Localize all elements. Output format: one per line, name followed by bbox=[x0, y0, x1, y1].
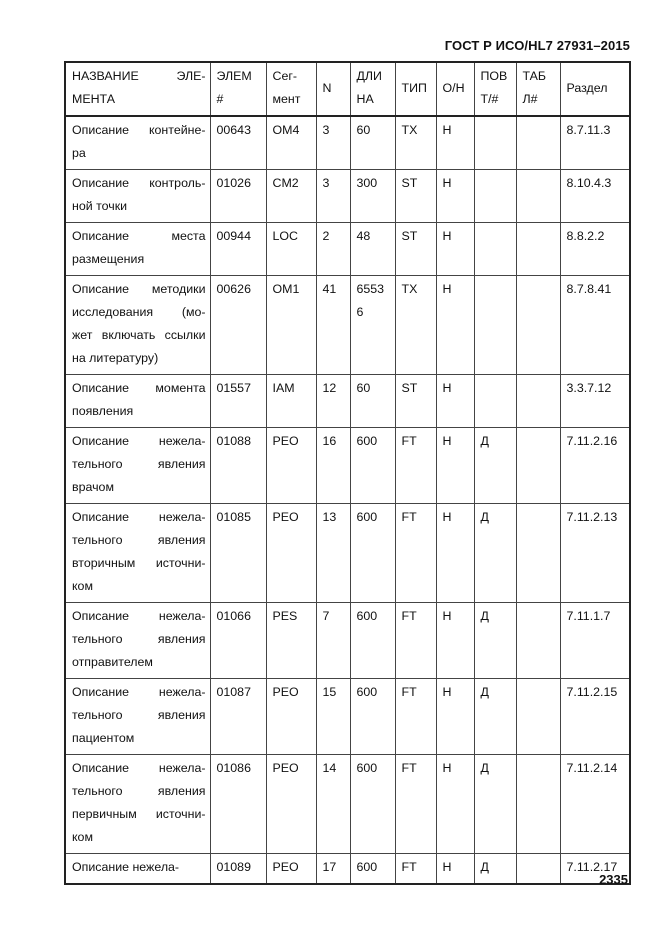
table-row bbox=[65, 854, 630, 885]
table-row bbox=[65, 223, 630, 276]
length-cell bbox=[350, 428, 395, 504]
header-label-line: ПОВ bbox=[480, 69, 508, 83]
element-name-cell bbox=[65, 276, 210, 375]
segment-cell: PEO bbox=[266, 755, 316, 854]
segment-cell: OM1 bbox=[266, 276, 316, 375]
table-row bbox=[65, 755, 630, 854]
length-line: 60 bbox=[356, 123, 371, 137]
length-line: 300 bbox=[356, 176, 378, 190]
element-name-line: Описание методики bbox=[72, 282, 206, 296]
header-label-line: Раздел bbox=[566, 80, 608, 95]
type-cell: FT bbox=[395, 854, 436, 885]
length-cell bbox=[350, 603, 395, 679]
n-cell: 7 bbox=[316, 603, 350, 679]
optionality-cell: Н bbox=[436, 116, 474, 170]
segment-cell: IAM bbox=[266, 375, 316, 428]
optionality-cell: Н bbox=[436, 755, 474, 854]
header-label-line: N bbox=[322, 80, 332, 95]
section-cell: 3.3.7.12 bbox=[560, 375, 630, 428]
optionality-cell: Н bbox=[436, 504, 474, 603]
header-label-line: Сег- bbox=[272, 69, 297, 83]
column-length-header bbox=[350, 62, 395, 116]
header-label-line: НА bbox=[356, 92, 374, 106]
table-ref-cell bbox=[516, 504, 560, 603]
n-cell: 3 bbox=[316, 170, 350, 223]
table-row bbox=[65, 428, 630, 504]
type-cell: FT bbox=[395, 603, 436, 679]
repeat-cell: Д bbox=[474, 603, 516, 679]
column-element-name-header bbox=[65, 62, 210, 116]
repeat-cell bbox=[474, 116, 516, 170]
element-name-line: Описание нежела- bbox=[72, 434, 206, 448]
element-name-cell bbox=[65, 854, 210, 885]
segment-cell: PEO bbox=[266, 854, 316, 885]
table-row bbox=[65, 504, 630, 603]
header-label-line: # bbox=[216, 92, 224, 106]
element-name-line: тельного явления bbox=[72, 784, 206, 798]
type-cell: TX bbox=[395, 276, 436, 375]
section-cell: 7.11.2.13 bbox=[560, 504, 630, 603]
column-table-header bbox=[516, 62, 560, 116]
length-cell bbox=[350, 276, 395, 375]
length-cell bbox=[350, 504, 395, 603]
element-name-line: отправителем bbox=[72, 655, 153, 669]
element-name-line: ной точки bbox=[72, 199, 128, 213]
optionality-cell: Н bbox=[436, 223, 474, 276]
n-cell: 12 bbox=[316, 375, 350, 428]
table-row bbox=[65, 679, 630, 755]
section-cell: 7.11.2.14 bbox=[560, 755, 630, 854]
section-cell: 8.7.8.41 bbox=[560, 276, 630, 375]
element-name-line: Описание контейне- bbox=[72, 123, 206, 137]
type-cell: FT bbox=[395, 755, 436, 854]
n-cell: 14 bbox=[316, 755, 350, 854]
type-cell: ST bbox=[395, 170, 436, 223]
header-label-line: Л# bbox=[522, 92, 538, 106]
element-name-cell bbox=[65, 428, 210, 504]
table-ref-cell bbox=[516, 276, 560, 375]
column-repeat-header bbox=[474, 62, 516, 116]
element-name-line: Описание момента bbox=[72, 381, 206, 395]
optionality-cell: Н bbox=[436, 679, 474, 755]
section-cell: 7.11.2.15 bbox=[560, 679, 630, 755]
element-name-line: Описание нежела- bbox=[72, 609, 206, 623]
column-type-header bbox=[395, 62, 436, 116]
element-name-line: размещения bbox=[72, 252, 145, 266]
column-segment-header bbox=[266, 62, 316, 116]
type-cell: ST bbox=[395, 223, 436, 276]
header-label-line: ЭЛЕМ bbox=[216, 69, 252, 83]
element-name-line: тельного явления bbox=[72, 533, 206, 547]
element-number-cell: 01087 bbox=[210, 679, 266, 755]
element-name-line: Описание нежела- bbox=[72, 685, 206, 699]
element-name-cell bbox=[65, 679, 210, 755]
type-cell: FT bbox=[395, 679, 436, 755]
n-cell: 17 bbox=[316, 854, 350, 885]
element-name-line: Описание нежела- bbox=[72, 860, 180, 874]
length-cell bbox=[350, 375, 395, 428]
element-name-line: ра bbox=[72, 146, 86, 160]
repeat-cell bbox=[474, 375, 516, 428]
element-name-line: жет включать ссылки bbox=[72, 328, 206, 342]
header-label-line: Т/# bbox=[480, 92, 499, 106]
table-header bbox=[65, 62, 630, 116]
n-cell: 15 bbox=[316, 679, 350, 755]
optionality-cell: Н bbox=[436, 276, 474, 375]
repeat-cell: Д bbox=[474, 854, 516, 885]
length-cell bbox=[350, 223, 395, 276]
element-name-line: появления bbox=[72, 404, 134, 418]
element-name-cell bbox=[65, 755, 210, 854]
column-n-header bbox=[316, 62, 350, 116]
table-body bbox=[65, 116, 630, 884]
element-name-cell bbox=[65, 603, 210, 679]
n-cell: 16 bbox=[316, 428, 350, 504]
segment-cell: PEO bbox=[266, 428, 316, 504]
segment-cell: PES bbox=[266, 603, 316, 679]
element-name-line: врачом bbox=[72, 480, 114, 494]
section-cell: 8.7.11.3 bbox=[560, 116, 630, 170]
element-name-line: на литературу) bbox=[72, 351, 159, 365]
length-line: 600 bbox=[356, 609, 378, 623]
element-name-cell bbox=[65, 223, 210, 276]
element-number-cell: 01085 bbox=[210, 504, 266, 603]
element-name-line: тельного явления bbox=[72, 632, 206, 646]
length-line: 48 bbox=[356, 229, 371, 243]
segment-cell: PEO bbox=[266, 504, 316, 603]
element-number-cell: 00643 bbox=[210, 116, 266, 170]
optionality-cell: Н bbox=[436, 170, 474, 223]
optionality-cell: Н bbox=[436, 603, 474, 679]
column-optionality-header bbox=[436, 62, 474, 116]
table-ref-cell bbox=[516, 375, 560, 428]
table-ref-cell bbox=[516, 755, 560, 854]
n-cell: 3 bbox=[316, 116, 350, 170]
data-element-table bbox=[64, 61, 631, 885]
element-name-line: исследования (мо- bbox=[72, 305, 206, 319]
repeat-cell: Д bbox=[474, 755, 516, 854]
element-name-line: вторичным источни- bbox=[72, 556, 206, 570]
repeat-cell bbox=[474, 170, 516, 223]
repeat-cell: Д bbox=[474, 679, 516, 755]
element-name-line: тельного явления bbox=[72, 708, 206, 722]
table-ref-cell bbox=[516, 679, 560, 755]
optionality-cell: Н bbox=[436, 854, 474, 885]
element-name-line: Описание места bbox=[72, 229, 206, 243]
type-cell: FT bbox=[395, 428, 436, 504]
element-name-cell bbox=[65, 116, 210, 170]
length-line: 6 bbox=[356, 305, 364, 319]
element-name-line: Описание нежела- bbox=[72, 510, 206, 524]
repeat-cell: Д bbox=[474, 504, 516, 603]
length-line: 6553 bbox=[356, 282, 385, 296]
segment-cell: PEO bbox=[266, 679, 316, 755]
element-name-cell bbox=[65, 375, 210, 428]
element-name-line: ком bbox=[72, 579, 93, 593]
length-line: 600 bbox=[356, 860, 378, 874]
header-label-line: ТИП bbox=[401, 80, 427, 95]
length-cell bbox=[350, 679, 395, 755]
element-name-line: Описание нежела- bbox=[72, 761, 206, 775]
table-row bbox=[65, 603, 630, 679]
section-cell: 7.11.2.16 bbox=[560, 428, 630, 504]
element-number-cell: 00626 bbox=[210, 276, 266, 375]
table-row bbox=[65, 375, 630, 428]
table-row bbox=[65, 170, 630, 223]
document-header: ГОСТ Р ИСО/HL7 27931–2015 bbox=[444, 38, 630, 53]
table-ref-cell bbox=[516, 170, 560, 223]
element-name-line: первичным источни- bbox=[72, 807, 206, 821]
length-cell bbox=[350, 755, 395, 854]
segment-cell: CM2 bbox=[266, 170, 316, 223]
element-name-line: ком bbox=[72, 830, 93, 844]
length-cell bbox=[350, 116, 395, 170]
table-row bbox=[65, 116, 630, 170]
length-line: 600 bbox=[356, 685, 378, 699]
table-ref-cell bbox=[516, 603, 560, 679]
type-cell: ST bbox=[395, 375, 436, 428]
header-label-line: ТАБ bbox=[522, 69, 547, 83]
n-cell: 13 bbox=[316, 504, 350, 603]
element-number-cell: 00944 bbox=[210, 223, 266, 276]
type-cell: TX bbox=[395, 116, 436, 170]
header-label-line: НАЗВАНИЕ ЭЛЕ- bbox=[72, 69, 206, 83]
column-element-number-header bbox=[210, 62, 266, 116]
optionality-cell: Н bbox=[436, 375, 474, 428]
repeat-cell: Д bbox=[474, 428, 516, 504]
length-line: 600 bbox=[356, 761, 378, 775]
header-label-line: МЕНТА bbox=[72, 92, 115, 106]
section-cell: 8.10.4.3 bbox=[560, 170, 630, 223]
header-label-line: мент bbox=[272, 92, 301, 106]
n-cell: 2 bbox=[316, 223, 350, 276]
header-row bbox=[65, 62, 630, 116]
table-ref-cell bbox=[516, 116, 560, 170]
header-label-line: О/Н bbox=[442, 80, 465, 95]
table-ref-cell bbox=[516, 428, 560, 504]
length-line: 60 bbox=[356, 381, 371, 395]
repeat-cell bbox=[474, 276, 516, 375]
optionality-cell: Н bbox=[436, 428, 474, 504]
element-number-cell: 01026 bbox=[210, 170, 266, 223]
element-number-cell: 01088 bbox=[210, 428, 266, 504]
element-number-cell: 01066 bbox=[210, 603, 266, 679]
column-section-header bbox=[560, 62, 630, 116]
table-row bbox=[65, 276, 630, 375]
length-cell bbox=[350, 854, 395, 885]
element-name-line: тельного явления bbox=[72, 457, 206, 471]
segment-cell: OM4 bbox=[266, 116, 316, 170]
element-name-cell bbox=[65, 170, 210, 223]
length-cell bbox=[350, 170, 395, 223]
section-cell: 7.11.1.7 bbox=[560, 603, 630, 679]
type-cell: FT bbox=[395, 504, 436, 603]
length-line: 600 bbox=[356, 510, 378, 524]
page-number: 2335 bbox=[599, 872, 628, 887]
element-number-cell: 01089 bbox=[210, 854, 266, 885]
element-name-line: Описание контроль- bbox=[72, 176, 206, 190]
section-cell: 8.8.2.2 bbox=[560, 223, 630, 276]
repeat-cell bbox=[474, 223, 516, 276]
length-line: 600 bbox=[356, 434, 378, 448]
section-cell: 7.11.2.17 bbox=[560, 854, 630, 885]
segment-cell: LOC bbox=[266, 223, 316, 276]
element-name-line: пациентом bbox=[72, 731, 135, 745]
header-label-line: ДЛИ bbox=[356, 69, 382, 83]
element-number-cell: 01557 bbox=[210, 375, 266, 428]
table-ref-cell bbox=[516, 854, 560, 885]
element-number-cell: 01086 bbox=[210, 755, 266, 854]
table-ref-cell bbox=[516, 223, 560, 276]
element-name-cell bbox=[65, 504, 210, 603]
n-cell: 41 bbox=[316, 276, 350, 375]
